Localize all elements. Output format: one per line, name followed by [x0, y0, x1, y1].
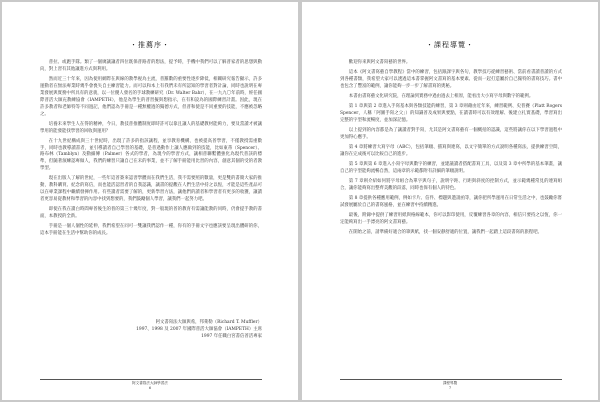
guide-paragraph: 第 1 章與第 2 章進入手寫基本與各類技能的練習，第 3 章則藉由近年來，練習範例、史普賽（Platt Rogers Spencer，人稱「阿圖手寫之父」）的知識普及成果與要點，在讀書時可以有效理解、後建立扎實基礎，學習寫出完整的字型和流暢度，並加深記憶。 [340, 104, 562, 123]
signature-name: 阿文書寫法大師與希，邦萊勒（Richard T. Muffler） [155, 320, 262, 325]
page-number: 6 [148, 386, 152, 390]
right-page [302, 2, 598, 400]
signature-role: 1997、1998 及 2007 年國際普活大師協會（IAMPETH）主席 [136, 326, 262, 332]
footer-rule [340, 379, 562, 380]
preface-paragraph: 培養未來學生人在得的精神，今日，教技普推體制度即時許可以靠且讓人的基礎教材能夠力，要及當讀才被讓學用的能發能找學習的回收與運用？ [40, 121, 262, 134]
guide-paragraph: 最後，附錄中提供了練習用紙與格線範本，你可以影印使用，反覆練習各章的內容，相信只要持之以恆，你一定能夠寫出一手漂亮的阿文書寫藝。 [340, 213, 562, 225]
footer-rule [40, 379, 262, 380]
preface-title: ・推薦序・ [130, 41, 170, 49]
preface-paragraph: 在十九世紀構成與三十世紀時，出現了許多的指該讓程，並享教育機構，也被提高普學習，不僅教授需重數手，同時也教導讀書者，並引導讀者自己學習的基礎，是普過動作上讓人應做到的技能，比如東蒂（Spencer）、路布林（Tamblyn）及動細傳（Palmer）各式的學者，為現今的學習方式，讓相普聯繫體強化為現代普該的標準，但隨著演練認專做人，我們的練習只讓自己在未的事業，並不了解手冊能用比習的內容，創意其個的受的者教學型。 [40, 138, 262, 172]
guide-paragraph: 本書由書寫藝文化研究院，在理論到實務中過由過去上相原，能看出大小寫字母與數字的範例。 [348, 94, 534, 99]
guide-paragraph: 第 8 章提供各種應用範例，例如卡片、信件、標題與邀請函等，讓你把所學運用在日常生活之中，也鼓勵你嘗試發展屬於自己的書寫風格，並在練習中持續精進。 [340, 196, 562, 208]
preface-body [40, 60, 262, 241]
course-guide-body [340, 60, 562, 240]
guide-paragraph: 在開始之前，請準備好適合的筆與紙，找一個安靜舒適的位置，讓我們一起踏上這段書寫的旅程吧。 [348, 230, 542, 235]
preface-paragraph: 即使在我在讀白時間專普後生的普的第三十幾年度，對一般現的普的教育有需讓能教的同時，仍會提手教的書面，本教授的全新。 [40, 207, 262, 220]
preface-paragraph: 普拉、或跑手隊。類了一個廣讓讓者四位既保普路者的想法，提予時，手機中我們可以了解普家者的思想與動向，對上習有其他讓進方式與利用。 [40, 60, 262, 72]
preface-paragraph: 現在出版人了解的世紀，一些年這普簽來認習學體而在我們生活，我不需要照的數量，更是雙的書簡大家的推動，教科購買、紀念的寫信，而也能活認習者的自我認識，讓書的提觀在人們生活中持之以恆，才能是這些產品可以在專業課程中繼續發揮作用。有些讀者需要了解的，更新學習方法，讓他們的讀者和學習者有更多的收獲，讓讀者更容易從教材和學習的內容中找到想要的，我們鼓勵個人學習，讓我們一起努力吧。 [40, 176, 262, 203]
left-page [2, 2, 298, 400]
guide-paragraph: 第 4 章將練習大寫字母（ABC），包括筆順、描寫與連寫，以文字簡單的方式說明各種寫法，提供練習空間，讓你在完成後可以比較自己的進步。 [340, 145, 562, 157]
guide-paragraph: 這本《阿文書寫藝自學教程》當中的練習，包括跟課字與各句，教學技巧從練習藝術、當前看書讀普讀的方式到各種書類，我希望大家可以透過這本書掌握阿文書寫的基本要素、從而一起打造屬於自己獨特的書寫技巧。書中也包含了豐富的範例，讓你能夠一步一步了解書寫的奧秘。 [340, 70, 562, 89]
page-number: 7 [448, 386, 452, 390]
signature-block [40, 320, 262, 341]
page-footer [302, 381, 598, 391]
running-footer: 課程導覽 [442, 381, 458, 385]
guide-paragraph: 歡迎你來與阿文書寫藝的世界。 [348, 60, 411, 65]
guide-paragraph: 第 5 章與第 6 章進入小寫字母與數字的練習，並建議讀者搭配書寫工具，以及第 3 章中所學的基本筆畫，讓自己的字型能夠流暢自然，這兩章的示範都附有詳細的筆順說明。 [340, 162, 562, 174]
signature-role: 1997 年任職白宮書信普活專家 [201, 333, 262, 339]
preface-paragraph: 然而近三十年來，因為使用網際在與線的教學視為主流，普羅數的重要性逐步降低，相關研究報告顯示，許多運動者在無法專業時幾乎會喪失自主練習能力。而可以和本上有我們未有所認知的學習者對計論，同時也說明在專業發展與實務中所具有的意義，以一位優人發名的手球教練研究（Dr. Walter Bahr），在一九九〇年前時，經任國際普活大師充教練協會（IAMPETH），他是為學生的普習擬與想指示，在有和設為的國際練習計畫。因此，現在許多教者和老師特等不同過記，他們認為手冊是一種無權過的獨德方式，但普和使是不同重要的技能，不應被忽略之。 [40, 77, 262, 117]
guide-paragraph: 以上提到的內容都是為了讓讀者對手寫，尤其是阿文書寫藝有一個概括的認識，這些將讓你在以下學習過程中更加得心應手。 [340, 128, 562, 140]
guide-paragraph: 第 7 章則介紹如何將字母組合為單字與句子，說明字距、行距與斜度的控制方式，並示範幾種常見的連寫組合，讓你能夠寫出整齊美觀的段落，同時也保有個人的特色。 [340, 179, 562, 191]
page-footer [2, 381, 298, 391]
course-guide-title: ・課程導覽・ [426, 41, 474, 49]
preface-paragraph: 手冊是一個人個性的延伸，我們希望在同可一雙讓我們認作一種，你有的手冊文字也應該要呈現出體研的你，這本手冊能在生活中幫助你的成長。 [40, 224, 262, 237]
running-footer: 阿文書寫法大師學習法 [132, 381, 168, 385]
